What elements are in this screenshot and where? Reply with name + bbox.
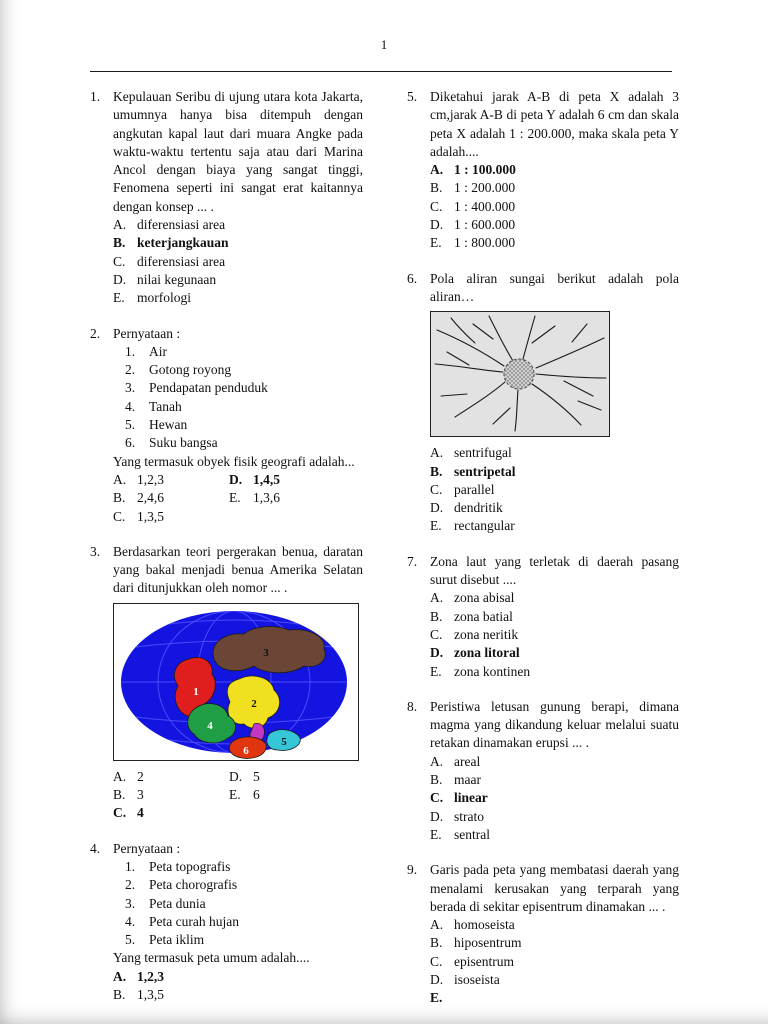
list-text: Peta topografis [149,858,231,874]
option-text: sentripetal [454,463,516,479]
option-d [430,971,679,989]
option-label: B. [113,235,126,251]
option-text: sentrifugal [454,445,512,461]
statement-list [125,343,363,453]
option-text: 1 : 400.000 [454,198,516,214]
option-text: 1,2,3 [137,471,164,487]
question-text: Berdasarkan teori pergerakan benua, daratan yang bakal menjadi benua Amerika Selatan dari ditunjukkan oleh nomor ... . [113,543,363,596]
option-e [229,489,363,507]
question-body [430,553,679,681]
option-text [454,989,679,1007]
options [113,968,363,1005]
question-text: Diketahui jarak A-B di peta X adalah 3 cm,jarak A-B di peta Y adalah 6 cm dan skala peta X adalah 1 : 200.000, maka skala peta Y adalah.... [430,89,679,159]
list-number: 2. [125,362,136,378]
list-text: Hewan [149,417,188,433]
list-text: Peta dunia [149,895,206,911]
list-item [125,416,363,434]
option-label: E. [430,663,442,679]
option-label: A. [430,590,444,606]
map-label-2: 2 [251,697,257,710]
question-number: 1. [90,89,101,104]
options [113,768,363,823]
option-text: 5 [253,768,260,784]
option-text: episentrum [454,953,514,969]
option-b [430,463,679,481]
option-text: zona abisal [454,590,515,606]
option-label: B. [113,986,126,1002]
option-label: A. [430,162,444,178]
option-text: 1,4,5 [253,471,280,487]
option-text: hiposentrum [454,935,522,951]
option-text: dendritik [454,500,503,516]
option-d [430,499,679,517]
option-c [113,508,229,526]
list-text: Gotong royong [149,362,232,378]
option-label: D. [113,271,127,287]
world-map-svg [114,604,358,760]
option-text: 1,3,5 [137,986,164,1002]
question-8 [407,698,679,844]
drainage-pattern-svg [431,312,609,436]
option-text: 6 [253,787,260,803]
question-number: 8. [407,698,418,714]
option-b [113,489,229,507]
options [113,471,363,526]
option-a [430,589,679,607]
option-c [113,253,363,271]
option-label: C. [430,953,443,969]
option-label: B. [430,772,443,788]
option-e [430,989,679,1007]
option-a [430,916,679,934]
list-item [125,434,363,452]
right-column [407,88,679,1024]
option-text: 1 : 200.000 [454,180,516,196]
option-text: zona batial [454,608,513,624]
list-item [125,858,363,876]
option-label: C. [430,626,443,642]
option-text: isoseista [454,971,500,987]
question-text: Peristiwa letusan gunung berapi, dimana magma yang dikandung keluar melalui suatu retakan dinamakan erupsi ... . [430,698,679,751]
question-body [430,270,679,536]
question-5 [407,88,679,253]
question-1 [90,88,363,308]
option-text: homoseista [454,917,515,933]
option-text: zona kontinen [454,663,531,679]
list-text: Peta chorografis [149,877,238,893]
map-label-1: 1 [193,685,199,698]
option-text: zona neritik [454,626,519,642]
drainage-pattern-image [430,311,610,437]
option-text: diferensiasi area [137,217,226,233]
option-text: zona litoral [454,645,520,661]
option-d [229,768,363,786]
option-c [430,953,679,971]
option-text: maar [454,772,481,788]
question-header: Pernyataan : [113,840,181,856]
list-text: Peta iklim [149,932,205,948]
options [430,161,679,252]
question-body [113,543,363,823]
option-label: C. [430,790,444,806]
option-e [229,786,363,804]
option-text: rectangular [454,518,515,534]
list-item [125,895,363,913]
option-d [229,471,363,489]
option-label: B. [113,787,126,803]
option-label: B. [430,935,443,951]
option-text: strato [454,808,484,824]
option-d [430,216,679,234]
option-label: B. [430,463,443,479]
list-item [125,361,363,379]
option-label: A. [430,445,444,461]
list-item [125,931,363,949]
list-number: 5. [125,417,136,433]
list-number: 2. [125,877,136,893]
option-d [113,271,363,289]
list-text: Pendapatan penduduk [149,380,268,396]
option-label: A. [113,968,127,984]
question-text: Pola aliran sungai berikut adalah pola aliran… [430,270,679,304]
option-e [113,289,363,307]
option-b [430,934,679,952]
option-e [430,234,679,252]
option-text: parallel [454,481,495,497]
option-text: nilai kegunaan [137,271,217,287]
map-label-3: 3 [263,646,269,659]
option-b [430,771,679,789]
option-label: A. [113,768,127,784]
statement-list [125,858,363,949]
options [430,916,679,1007]
option-a [430,753,679,771]
list-item [125,913,363,931]
list-number: 1. [125,343,136,359]
list-text: Peta curah hujan [149,913,239,929]
option-d [430,808,679,826]
option-label: D. [430,217,444,233]
option-d [430,644,679,662]
list-item [125,876,363,894]
list-number: 4. [125,913,136,929]
left-column [90,88,363,1024]
option-text: keterjangkauan [137,235,229,251]
option-text: 1,3,5 [137,508,164,524]
option-label: B. [113,490,126,506]
question-number: 2. [90,325,101,341]
option-label: D. [430,971,444,987]
option-a [113,216,363,234]
option-text: linear [454,790,488,806]
question-6 [407,270,679,536]
option-text: 2 [137,768,144,784]
option-text: 4 [137,805,144,821]
page-number: 1 [380,37,388,52]
option-label: C. [113,253,126,269]
options [430,753,679,844]
option-b [113,234,363,252]
option-label: D. [430,500,444,516]
list-item [125,343,363,361]
list-number: 6. [125,435,136,451]
question-body [113,840,363,1005]
option-text: sentral [454,826,490,842]
option-e [430,517,679,535]
option-b [430,608,679,626]
option-label: E. [430,235,442,251]
question-3 [90,543,363,823]
option-label: E. [229,787,241,803]
option-label: B. [430,608,443,624]
question-text: Garis pada peta yang membatasi daerah yang menalami kerusakan yang terparah yang berada di sekitar episentrum dinamakan ... . [430,862,679,914]
option-c [430,789,679,807]
options [430,444,679,535]
option-label: E. [229,490,241,506]
list-number: 3. [125,380,136,396]
question-body [430,861,679,1007]
question-9 [407,861,679,1007]
option-e [430,826,679,844]
option-label: C. [430,198,443,214]
question-body [113,88,363,308]
option-a [430,161,679,179]
option-text: 2,4,6 [137,490,164,506]
list-number: 4. [125,398,136,414]
question-body [430,88,679,253]
list-text: Air [149,343,167,359]
option-text: diferensiasi area [137,253,226,269]
options [113,216,363,307]
list-item [125,398,363,416]
question-footer: Yang termasuk peta umum adalah.... [113,950,310,966]
list-item [125,379,363,397]
option-e [430,663,679,681]
header-divider [90,71,672,72]
map-label-4: 4 [207,719,213,732]
option-a [113,968,363,986]
question-number: 7. [407,553,418,569]
option-label: B. [430,180,443,196]
question-text: Kepulauan Seribu di ujung utara kota Jakarta, umumnya hanya bisa ditempuh dengan angkutan kapal laut dari muara Angke pada waktu-waktu tertentu saja atau dari Marina Ancol dengan biaya yang sangat tinggi, Fenomena seperti ini sangat erat kaitannya dengan konsep ... . [113,89,363,214]
option-text: 1,3,6 [253,490,280,506]
option-a [113,768,229,786]
option-label: E. [430,826,442,842]
option-label: D. [229,768,243,784]
list-text: Tanah [149,398,182,414]
option-text: 1 : 600.000 [454,217,516,233]
option-label: A. [113,217,127,233]
option-b [113,986,363,1004]
list-number: 1. [125,858,136,874]
question-2 [90,325,363,526]
option-c [430,626,679,644]
list-text: Suku bangsa [149,435,218,451]
question-body [113,325,363,526]
option-label: A. [113,471,127,487]
question-number: 3. [90,543,101,559]
continental-drift-map-image [113,603,359,761]
option-label: C. [113,508,126,524]
option-text: 3 [137,787,144,803]
option-a [113,471,229,489]
question-body [430,698,679,844]
option-label: D. [430,808,444,824]
list-number: 3. [125,895,136,911]
option-text: 1 : 800.000 [454,235,516,251]
options [430,589,679,680]
option-text: areal [454,753,481,769]
option-label: A. [430,753,444,769]
map-label-5: 5 [281,735,287,748]
option-b [113,786,229,804]
option-c [430,481,679,499]
option-label: C. [113,805,127,821]
option-label: D. [229,471,243,487]
question-footer: Yang termasuk obyek fisik geografi adalah... [113,453,355,469]
question-header: Pernyataan : [113,325,181,341]
option-text: morfologi [137,290,191,306]
option-label: C. [430,481,443,497]
option-a [430,444,679,462]
option-label: E. [430,990,443,1006]
option-label: D. [430,645,444,661]
question-number: 6. [407,270,418,286]
question-7 [407,553,679,681]
question-number: 4. [90,840,101,856]
question-number: 5. [407,89,418,104]
option-b [430,179,679,197]
list-number: 5. [125,932,136,948]
option-text: 1,2,3 [137,968,164,984]
option-c [430,198,679,216]
question-4 [90,840,363,1005]
option-text: 1 : 100.000 [454,162,516,178]
option-c [113,804,229,822]
option-label: E. [113,290,125,306]
map-label-6: 6 [243,744,249,757]
option-label: A. [430,917,444,933]
question-number: 9. [407,862,418,878]
option-label: E. [430,518,442,534]
question-text: Zona laut yang terletak di daerah pasang surut disebut .... [430,553,679,588]
